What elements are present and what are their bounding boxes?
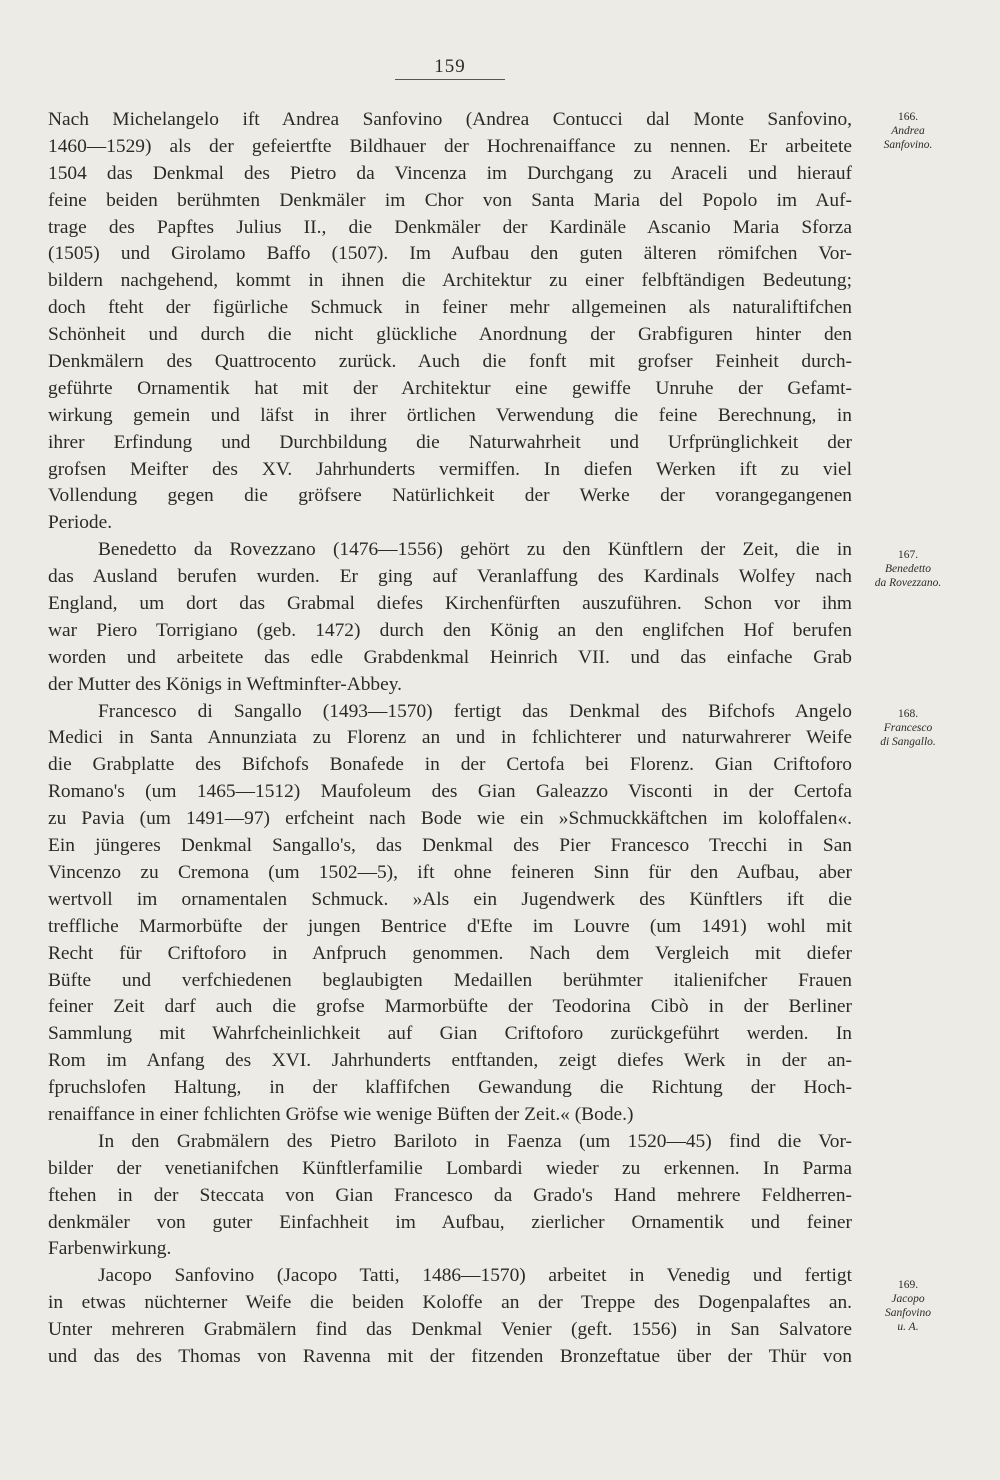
text-line: zu Pavia (um 1491—97) erfcheint nach Bode wie ein »Schmuckkäftchen im koloffalen«. (48, 808, 852, 830)
text-line: der Mutter des Königs in Weftminfter-Abbey. (48, 673, 403, 695)
text-line: worden und arbeitete das edle Grabdenkmal Heinrich VII. und das einfache Grab (48, 646, 852, 668)
text-line: Romano's (um 1465—1512) Maufoleum des Gian Galeazzo Visconti in der Certofa (48, 781, 852, 803)
text-line: 1504 das Denkmal des Pietro da Vincenza im Durchgang zu Araceli und hierauf (48, 162, 852, 184)
margin-note-169 (858, 1278, 958, 1334)
text-line: ftehen in der Steccata von Gian Francesco da Grado's Hand mehrere Feldherren- (48, 1184, 852, 1206)
text-line: Sammlung mit Wahrfcheinlichkeit auf Gian Criftoforo zurückgeführt werden. In (48, 1023, 852, 1045)
text-line: fpruchslofen Haltung, in der klaffifchen Gewandung die Richtung der Hoch- (48, 1077, 852, 1099)
margin-note-168 (858, 707, 958, 749)
text-line: und das des Thomas von Ravenna mit der fitzenden Bronzeftatue über der Thür von (48, 1345, 852, 1367)
text-line: die Grabplatte des Bifchofs Bonafede in der Certofa bei Florenz. Gian Criftoforo (48, 754, 852, 776)
text-line: (1505) und Girolamo Baffo (1507). Im Aufbau den guten älteren römifchen Vor- (48, 243, 852, 265)
text-line: denkmäler von guter Einfachheit im Aufbau, zierlicher Ornamentik und feiner (48, 1211, 852, 1233)
text-line: wertvoll im ornamentalen Schmuck. »Als ein Jugendwerk des Künftlers ift die (48, 888, 852, 910)
text-line: Nach Michelangelo ift Andrea Sanfovino (Andrea Contucci dal Monte Sanfovino, (48, 109, 852, 130)
text-line: trage des Papftes Julius II., die Denkmäler der Kardinäle Ascanio Maria Sforza (48, 216, 852, 238)
text-line: wirkung gemein und läfst in ihrer örtlichen Verwendung die feine Berechnung, in (48, 404, 852, 426)
margin-note-line: Andrea (891, 125, 925, 137)
text-line: feine beiden berühmten Denkmäler im Chor von Santa Maria del Popolo im Auf- (48, 189, 852, 211)
text-line: Jacopo Sanfovino (Jacopo Tatti, 1486—1570) arbeitet in Venedig und fertigt (98, 1265, 852, 1287)
text-line: feiner Zeit darf auch die grofse Marmorbüfte der Teodorina Cibò in der Berliner (48, 996, 852, 1018)
text-line: Medici in Santa Annunziata zu Florenz an und in fchlichterer und naturwahrerer Weife (48, 727, 852, 749)
margin-note-line: Benedetto (885, 563, 931, 575)
text-line: Vincenzo zu Cremona (um 1502—5), ift ohne feineren Sinn für den Aufbau, aber (48, 861, 852, 883)
text-line: Benedetto da Rovezzano (1476—1556) gehört zu den Künftlern der Zeit, die in (98, 539, 852, 561)
margin-note-line: Jacopo (891, 1293, 925, 1305)
text-line: grofsen Meifter des XV. Jahrhunderts vermiffen. In diefen Werken ift zu viel (48, 458, 852, 480)
margin-note-167 (858, 548, 958, 590)
text-line: bildern nachgehend, kommt in ihnen die Architektur zu einer felbftändigen Bedeutung; (48, 270, 852, 292)
body-text (48, 107, 852, 1371)
text-line: Vollendung gegen die gröfsere Natürlichkeit der Werke der vorangegangenen (48, 485, 852, 507)
text-line: Francesco di Sangallo (1493—1570) fertigt das Denkmal des Bifchofs Angelo (98, 700, 852, 722)
text-line: doch fteht der figürliche Schmuck in feiner mehr allgemeinen als naturaliftifchen (48, 297, 852, 319)
text-line: Denkmälern des Quattrocento zurück. Auch die fonft mit grofser Feinheit durch- (48, 351, 852, 373)
margin-note-line: da Rovezzano. (874, 577, 942, 589)
text-line: In den Grabmälern des Pietro Bariloto in Faenza (um 1520—45) find die Vor- (98, 1130, 852, 1152)
margin-note-number: 169. (897, 1279, 919, 1291)
text-line: Rom im Anfang des XVI. Jahrhunderts entftanden, zeigt diefes Werk in der an- (48, 1050, 852, 1072)
margin-note-line: Francesco (883, 722, 933, 734)
page-number: 159 (434, 56, 466, 77)
text-line: treffliche Marmorbüfte der jungen Bentrice d'Efte im Louvre (um 1491) wohl mit (48, 915, 852, 937)
text-line: England, um dort das Grabmal diefes Kirchenfürften auszuführen. Schon vor ihm (48, 593, 852, 615)
margin-note-number: 168. (897, 708, 919, 720)
text-line: Ein jüngeres Denkmal Sangallo's, das Denkmal des Pier Francesco Trecchi in San (48, 835, 852, 857)
margin-note-line: di Sangallo. (880, 736, 936, 748)
margin-note-number: 167. (897, 549, 919, 561)
text-line: Unter mehreren Grabmälern find das Denkmal Venier (geft. 1556) in San Salvatore (48, 1319, 852, 1341)
text-line: in etwas nüchterner Weife die beiden Koloffe an der Treppe des Dogenpalaftes an. (48, 1292, 852, 1314)
text-line: war Piero Torrigiano (geb. 1472) durch den König an den englifchen Hof berufen (48, 619, 852, 641)
text-line: ihrer Erfindung und Durchbildung die Naturwahrheit und Urfprünglichkeit der (48, 431, 852, 453)
text-line: Farbenwirkung. (48, 1238, 172, 1260)
text-line: 1460—1529) als der gefeiertfte Bildhauer der Hochrenaiffance zu nennen. Er arbeitete (48, 135, 852, 157)
margin-note-number: 166. (897, 111, 919, 123)
text-line: renaiffance in einer fchlichten Gröfse wie wenige Büften der Zeit.« (Bode.) (48, 1103, 634, 1125)
margin-note-166 (858, 110, 958, 152)
text-line: Büfte und verfchiedenen beglaubigten Medaillen berühmter italienifcher Frauen (48, 969, 852, 991)
margin-note-line: u. A. (897, 1321, 919, 1333)
margin-note-line: Sanfovino. (883, 139, 933, 151)
text-line: Recht für Criftoforo in Anfpruch genommen. Nach dem Vergleich mit diefer (48, 942, 852, 964)
text-line: geführte Ornamentik hat mit der Architektur eine gewiffe Unruhe der Gefamt- (48, 377, 852, 399)
page-number-rule (395, 79, 505, 80)
margin-note-line: Sanfovino (885, 1307, 931, 1319)
text-line: Periode. (48, 512, 113, 534)
text-line: bilder der venetianifchen Künftlerfamilie Lombardi wieder zu erkennen. In Parma (48, 1157, 852, 1179)
text-line: Schönheit und durch die nicht glückliche Anordnung der Grabfiguren hinter den (48, 324, 852, 346)
text-line: das Ausland berufen wurden. Er ging auf Veranlaffung des Kardinals Wolfey nach (48, 566, 852, 588)
